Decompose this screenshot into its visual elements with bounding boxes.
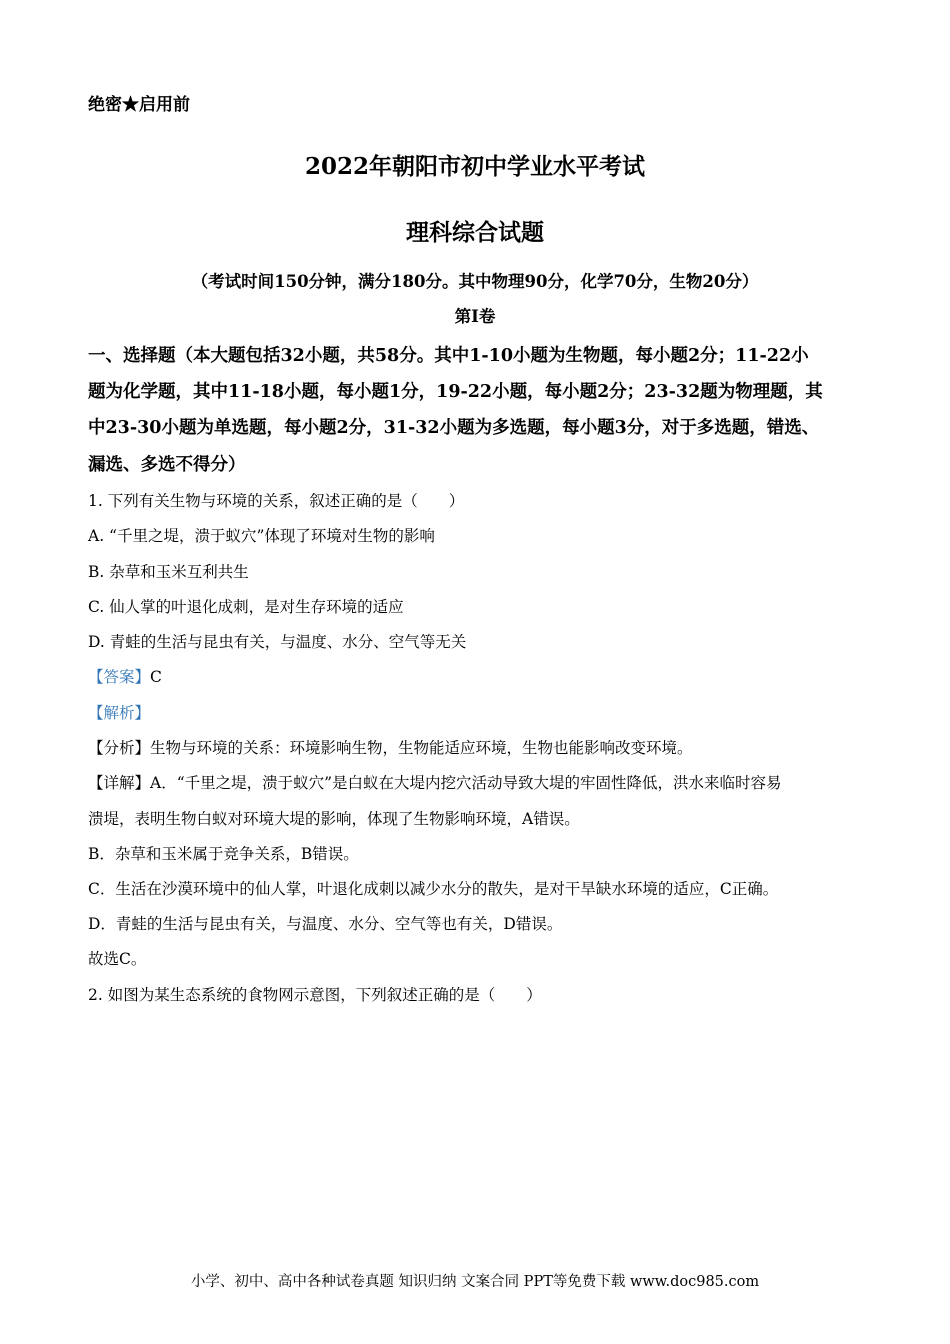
analysis-tag: 【解析】 (88, 704, 151, 722)
section-heading-line: 题为化学题，其中11-18小题，每小题1分，19-22小题，每小题2分；23-32题为物理题，其 (88, 382, 823, 402)
question-1-answer (88, 665, 162, 687)
analysis-line: D．青蛙的生活与昆虫有关，与温度、水分、空气等也有关，D错误。 (88, 915, 563, 933)
answer-tag: 【答案】 (88, 668, 151, 686)
analysis-line: 【分析】生物与环境的关系：环境影响生物，生物能适应环境，生物也能影响改变环境。 (88, 739, 693, 757)
question-1-option-a: A. “千里之堤，溃于蚁穴”体现了环境对生物的影响 (88, 527, 435, 545)
question-1-stem: 1. 下列有关生物与环境的关系，叙述正确的是（ ） (88, 492, 465, 510)
analysis-line: 【详解】A．“千里之堤，溃于蚁穴”是白蚁在大堤内挖穴活动导致大堤的牢固性降低，洪水来临时容易 (88, 774, 782, 792)
exam-time-info: （考试时间150分钟，满分180分。其中物理90分，化学70分，生物20分） (191, 272, 759, 291)
answer-value: C (150, 668, 162, 686)
analysis-line: C．生活在沙漠环境中的仙人掌，叶退化成刺以减少水分的散失，是对干旱缺水环境的适应，C正确。 (88, 880, 779, 898)
page-footer: 小学、初中、高中各种试卷真题 知识归纳 文案合同 PPT等免费下载 www.doc985.com (190, 1274, 760, 1290)
question-1-option-c: C. 仙人掌的叶退化成刺，是对生存环境的适应 (88, 598, 404, 616)
secret-mark: 绝密★启用前 (88, 95, 190, 115)
exam-title: 2022年朝阳市初中学业水平考试 (304, 153, 645, 180)
section-heading-line: 中23-30小题为单选题，每小题2分，31-32小题为多选题，每小题3分，对于多选题，错选、 (88, 418, 820, 438)
section-heading-line: 一、选择题（本大题包括32小题，共58分。其中1-10小题为生物题，每小题2分；11-22小 (88, 346, 809, 366)
volume-label: 第Ⅰ卷 (454, 307, 496, 326)
exam-subtitle: 理科综合试题 (406, 219, 544, 246)
analysis-line: B．杂草和玉米属于竞争关系，B错误。 (88, 845, 359, 863)
question-2-stem: 2. 如图为某生态系统的食物网示意图，下列叙述正确的是（ ） (88, 986, 542, 1004)
question-1-option-b: B. 杂草和玉米互利共生 (88, 563, 249, 581)
analysis-line: 溃堤，表明生物白蚁对环境大堤的影响，体现了生物影响环境，A错误。 (88, 810, 580, 828)
section-heading-line: 漏选、多选不得分） (88, 455, 246, 475)
analysis-line: 故选C。 (88, 950, 147, 968)
question-1-option-d: D. 青蛙的生活与昆虫有关，与温度、水分、空气等无关 (88, 633, 467, 651)
